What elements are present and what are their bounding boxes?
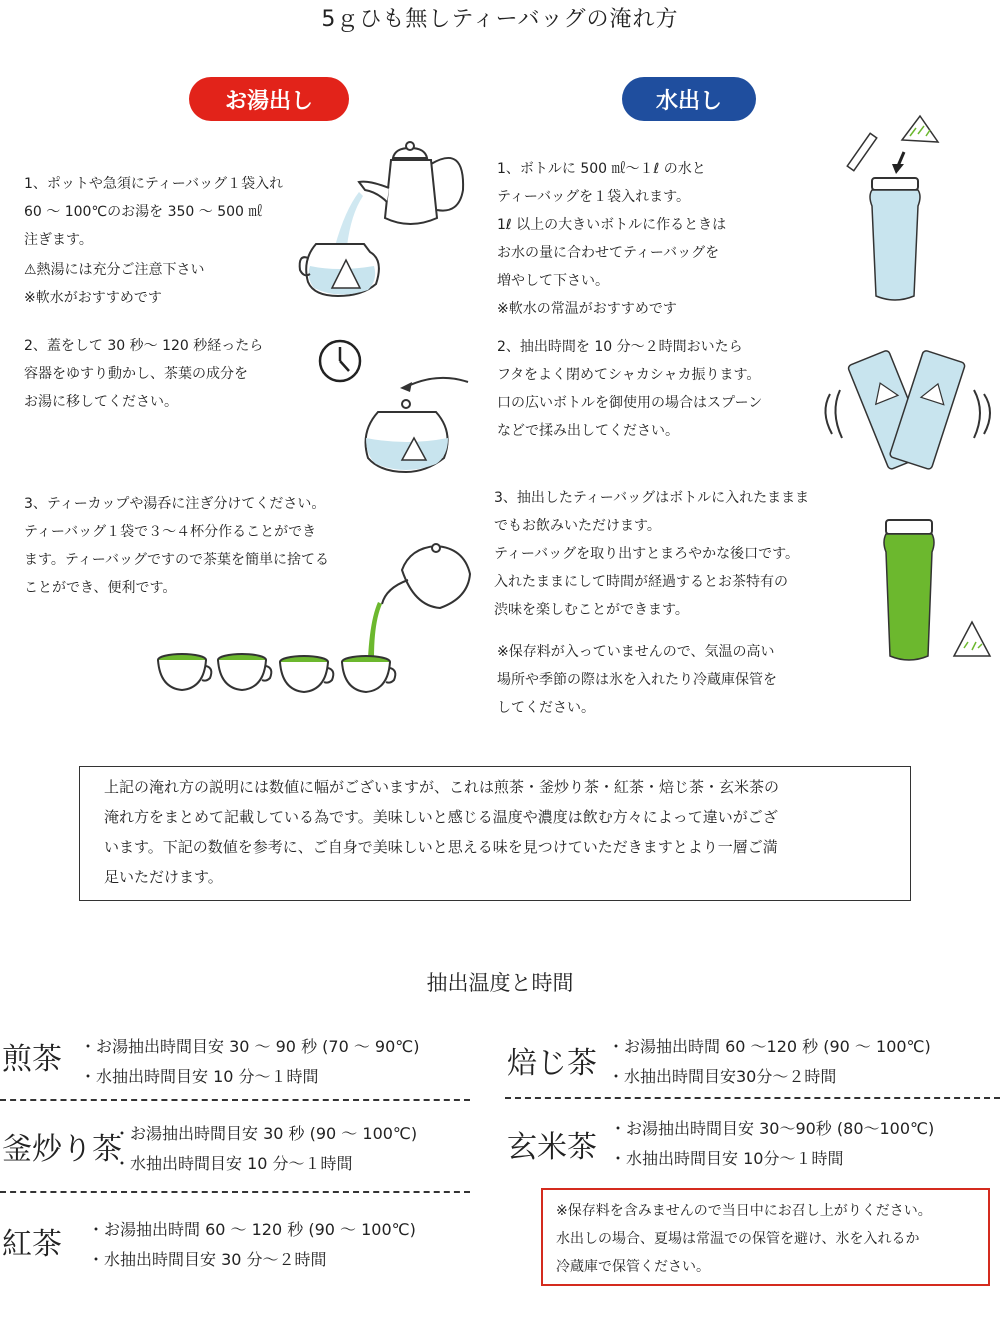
cold-step-1: 1、ボトルに 500 ㎖～１ℓ の水と ティーバッグを１袋入れます。 1ℓ 以上の大きいボトルに作るときは お水の量に合わせてティーバッグを 増やして下さい。 ※軟水の常温がおすすめです (497, 161, 727, 317)
cup-icon (340, 654, 398, 694)
cup-icon (216, 652, 274, 692)
teabag-icon (950, 616, 994, 660)
explanation-text: 上記の淹れ方の説明には数値に幅がございますが、これは煎茶・釜炒り茶・紅茶・焙じ茶・玄米茶の 淹れ方をまとめて記載している為です。美味しいと感じる温度や濃度は飲む方々によって違いがござ います。下記の数値を参考に、ご自身で美味しいと思える味を見つけていただきますとより一層ご満 足いただけます。 (104, 778, 780, 886)
tea-name-sencha: 煎茶 (2, 1042, 62, 1077)
cold-brew-label: 水出し (622, 77, 756, 121)
bottle-icon (868, 176, 922, 306)
tea-name-genmaicha: 玄米茶 (507, 1130, 597, 1165)
hot-step-2: 2、蓋をして 30 秒～ 120 秒経ったら 容器をゆすり動かし、茶葉の成分を お湯に移してください。 (24, 338, 264, 410)
cold-step-2: 2、抽出時間を 10 分～２時間おいたら フタをよく閉めてシャカシャカ振ります。 口の広いボトルを御使用の場合はスプーン などで揉み出してください。 (497, 339, 763, 439)
caution-text: ※保存料を含みませんので当日中にお召し上がりください。 水出しの場合、夏場は常温での保管を避け、氷を入れるか 冷蔵庫で保管ください。 (556, 1203, 932, 1275)
page-title: 5ｇひも無しティーバッグの淹れ方 (321, 7, 679, 32)
tea-stream (362, 600, 382, 660)
divider (0, 1099, 470, 1101)
tea-spec-kocha: ・お湯抽出時間 60 ～ 120 秒 (90 ～ 100℃) ・水抽出時間目安 30 分～２時間 (88, 1220, 416, 1269)
tea-spec-hojicha: ・お湯抽出時間 60 ～120 秒 (90 ～ 100℃) ・水抽出時間目安30分～２時間 (608, 1037, 931, 1086)
cup-icon (156, 652, 214, 692)
teapot-icon (380, 540, 476, 620)
clock-icon (317, 338, 363, 384)
divider (505, 1097, 1000, 1099)
kettle-icon (355, 138, 470, 240)
hot-step-3: 3、ティーカップや湯呑に注ぎ分けてください。 ティーバッグ１袋で３～４杯分作ることができ ます。ティーバッグですので茶葉を簡単に捨てる ことができ、便利です。 (24, 496, 330, 596)
tea-name-kocha: 紅茶 (2, 1227, 62, 1262)
section-title: 抽出温度と時間 (426, 971, 574, 995)
hot-brew-label: お湯出し (189, 77, 349, 121)
shake-bottles-icon (818, 348, 998, 474)
teapot-icon (356, 398, 458, 474)
hot-step-1: 1、ポットや急須にティーバッグ１袋入れ 60 ～ 100℃のお湯を 350 ～ 500 ㎖ 注ぎます。 (24, 176, 284, 248)
hot-step-1-note: ⚠熱湯には充分ご注意下さい ※軟水がおすすめです (24, 262, 205, 306)
tea-spec-sencha: ・お湯抽出時間目安 30 ～ 90 秒 (70 ～ 90℃) ・水抽出時間目安 10 分～１時間 (80, 1037, 420, 1086)
tea-name-hojicha: 焙じ茶 (507, 1046, 597, 1081)
divider (0, 1191, 470, 1193)
tea-spec-genmaicha: ・お湯抽出時間目安 30～90秒 (80～100℃) ・水抽出時間目安 10分～１時間 (610, 1119, 935, 1168)
rotate-arrow-icon (398, 374, 470, 398)
tea-spec-kamairi: ・お湯抽出時間目安 30 秒 (90 ～ 100℃) ・水抽出時間目安 10 分～１時間 (114, 1124, 418, 1173)
cup-icon (278, 654, 336, 694)
cold-step-3: 3、抽出したティーバッグはボトルに入れたままま でもお飲みいただけます。 ティーバッグを取り出すとまろやかな後口です。 入れたままにして時間が経過するとお茶特有の 渋味を楽しむことができます。 (494, 490, 810, 618)
teabag-icon (852, 112, 942, 182)
teapot-icon (298, 230, 390, 298)
bottle-icon (882, 518, 936, 666)
tea-name-kamairi: 釜炒り茶 (2, 1132, 122, 1167)
cold-step-3-note: ※保存料が入っていませんので、気温の高い 場所や季節の際は氷を入れたり冷蔵庫保管を してください。 (497, 644, 777, 716)
